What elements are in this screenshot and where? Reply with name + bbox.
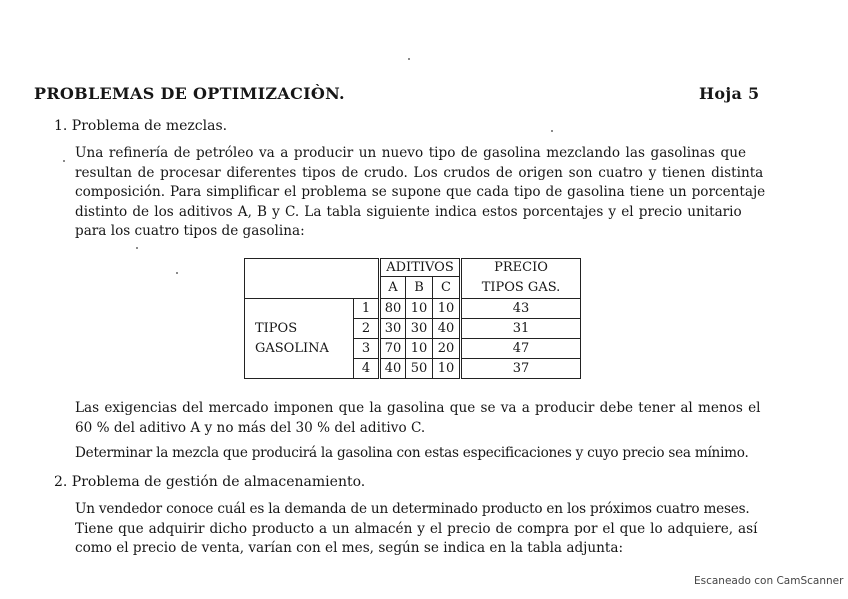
text-line: para los cuatro tipos de gasolina: (75, 223, 305, 239)
row-label-line2: GASOLINA (255, 340, 329, 356)
problem2-intro (75, 500, 757, 559)
problem1-intro (75, 144, 765, 242)
additive-a-header: A (380, 277, 406, 299)
problem2-heading: 2. Problema de gestión de almacenamiento. (54, 474, 366, 490)
additive-a-value: 40 (380, 359, 406, 379)
additive-b-value: 50 (406, 359, 433, 379)
text-line: Una refinería de petróleo va a producir un nuevo tipo de gasolina mezclando las gasolinas que (75, 145, 747, 161)
gas-type-id: 4 (354, 359, 380, 379)
scan-speck (408, 58, 410, 60)
text-line: Determinar la mezcla que producirá la gasolina con estas especificaciones y cuyo precio sea mínimo. (75, 445, 749, 461)
scanner-watermark: Escaneado con CamScanner (694, 575, 844, 587)
empty-corner (245, 259, 380, 299)
problem1-question (75, 444, 749, 464)
scan-speck (63, 160, 65, 162)
text-line: distinto de los aditivos A, B y C. La tabla siguiente indica estos porcentajes y el precio unitario (75, 203, 742, 220)
additive-c-value: 10 (433, 359, 461, 379)
row-label-line1: TIPOS (255, 320, 298, 336)
additive-b-header: B (406, 277, 433, 299)
additive-c-header: C (433, 277, 461, 299)
scan-speck (551, 130, 553, 132)
text-line: Las exigencias del mercado imponen que la gasolina que se va a producir debe tener al menos el (75, 400, 761, 416)
additive-b-value: 30 (406, 319, 433, 339)
additive-c-value: 20 (433, 339, 461, 359)
additive-b-value: 10 (406, 339, 433, 359)
price-header: PRECIO (461, 259, 581, 277)
scan-speck (176, 272, 178, 274)
gasoline-table (244, 258, 581, 379)
additive-a-value: 30 (380, 319, 406, 339)
text-line: Un vendedor conoce cuál es la demanda de un determinado producto en los próximos cuatro meses. (75, 501, 750, 517)
additives-header: ADITIVOS (380, 259, 461, 277)
text-line: como el precio de venta, varían con el mes, según se indica en la tabla adjunta: (75, 540, 624, 556)
additive-a-value: 70 (380, 339, 406, 359)
price-value: 37 (461, 359, 581, 379)
scan-speck (136, 247, 138, 249)
text-line: composición. Para simplificar el problema se supone que cada tipo de gasolina tiene un porcentaje (75, 184, 766, 200)
additive-b-value: 10 (406, 299, 433, 319)
additive-a-value: 80 (380, 299, 406, 319)
additive-c-value: 10 (433, 299, 461, 319)
price-value: 43 (461, 299, 581, 319)
gas-type-id: 1 (354, 299, 380, 319)
price-value: 31 (461, 319, 581, 339)
text-line: Tiene que adquirir dicho producto a un almacén y el precio de compra por el que lo adquiere, así (75, 520, 758, 537)
price-value: 47 (461, 339, 581, 359)
problem1-heading: 1. Problema de mezclas. (54, 118, 228, 134)
page-title: PROBLEMAS DE OPTIMIZACIÒN. (34, 84, 345, 103)
problem1-requirements (75, 399, 760, 438)
row-label-cell (245, 299, 354, 379)
gas-type-id: 2 (354, 319, 380, 339)
price-subheader: TIPOS GAS. (461, 277, 581, 299)
text-line: 60 % del aditivo A y no más del 30 % del aditivo C. (75, 419, 426, 436)
gas-type-id: 3 (354, 339, 380, 359)
text-line: resultan de procesar diferentes tipos de crudo. Los crudos de origen son cuatro y tienen distinta (75, 164, 764, 181)
additive-c-value: 40 (433, 319, 461, 339)
sheet-number: Hoja 5 (699, 84, 760, 103)
